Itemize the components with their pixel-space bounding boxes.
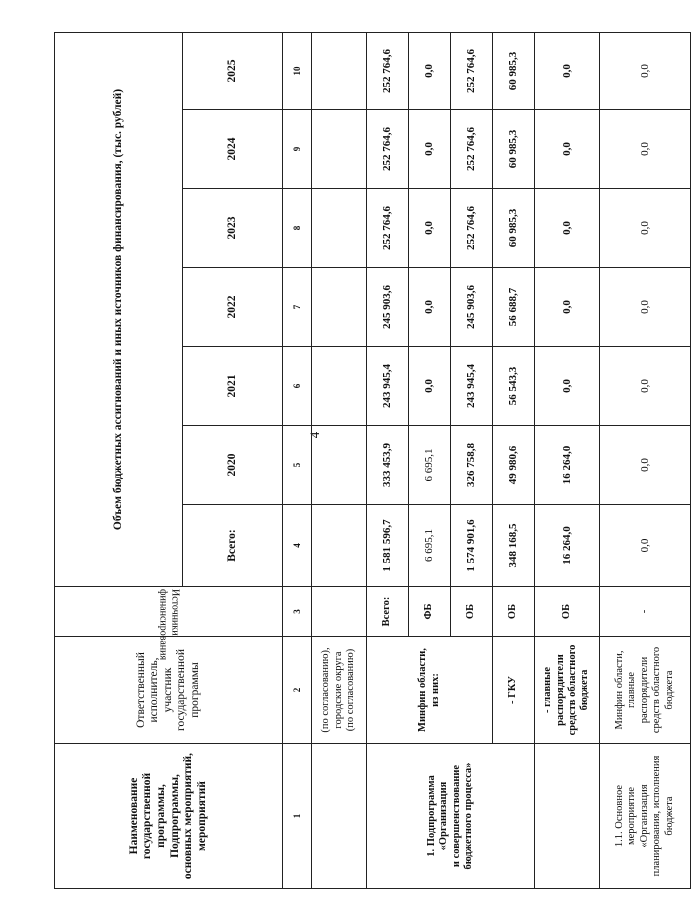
continuation-executor: (по согласованию), городские округа (по согласованию) [312,637,367,744]
funding-source: ОБ [535,587,600,637]
empty-cell [312,110,367,189]
value-cell: 56 543,3 [493,347,535,426]
measure-name: 1.1. Основное мероприятие «Организация планирования, исполнения бюджета [600,744,691,889]
budget-table [54,32,691,889]
value-cell: 6 695,1 [409,426,451,505]
value-cell: 56 688,7 [493,268,535,347]
value-cell: 16 264,0 [535,505,600,587]
value-cell: 0,0 [535,268,600,347]
value-cell: 0,0 [600,32,691,109]
header-funding-source: Источники финансирования [55,587,283,637]
header-year-2021: 2021 [183,347,283,426]
col-number: 10 [283,32,312,109]
col-number: 4 [283,505,312,587]
col-number: 3 [283,587,312,637]
value-cell: 333 453,9 [367,426,409,505]
value-cell: 0,0 [600,189,691,268]
value-cell: 0,0 [600,347,691,426]
col-number: 1 [283,744,312,889]
value-cell: 252 764,6 [451,189,493,268]
value-cell: 252 764,6 [367,110,409,189]
funding-source: Всего: [367,587,409,637]
rotated-table-container [54,33,675,889]
value-cell: 245 903,6 [451,268,493,347]
header-year-2020: 2020 [183,426,283,505]
value-cell: 1 574 901,6 [451,505,493,587]
column-number-row [283,32,312,888]
value-cell: 252 764,6 [367,32,409,109]
value-cell: 252 764,6 [451,110,493,189]
header-row-1 [55,32,183,888]
empty-cell [312,347,367,426]
value-cell: 16 264,0 [535,426,600,505]
continuation-row [312,32,367,888]
subprogram-name: 1. Подпрограмма «Организация и совершенствование бюджетного процесса» [367,744,535,889]
value-cell: 0,0 [409,32,451,109]
col-number: 9 [283,110,312,189]
empty-cell [312,268,367,347]
value-cell: 0,0 [535,347,600,426]
value-cell: 0,0 [600,426,691,505]
value-cell: 245 903,6 [367,268,409,347]
measure-executor: Минфин области, главные распорядители средств областного бюджета [600,637,691,744]
funding-source: ОБ [451,587,493,637]
value-cell: 0,0 [409,189,451,268]
value-cell: 0,0 [535,189,600,268]
header-year-2022: 2022 [183,268,283,347]
page-number: 4 [307,431,322,439]
value-cell: 6 695,1 [409,505,451,587]
header-executor: Ответственный исполнитель, участник государственной программы [55,637,283,744]
empty-cell [312,744,367,889]
value-cell: 1 581 596,7 [367,505,409,587]
minfin-label: Минфин области, из них: [367,637,493,744]
value-cell: 0,0 [600,110,691,189]
value-cell: 0,0 [409,268,451,347]
header-year-2023: 2023 [183,189,283,268]
empty-cell [312,505,367,587]
header-total: Всего: [183,505,283,587]
empty-cell [312,32,367,109]
funding-source: ФБ [409,587,451,637]
value-cell: 60 985,3 [493,189,535,268]
value-cell: 252 764,6 [367,189,409,268]
empty-cell [312,426,367,505]
header-year-2024: 2024 [183,110,283,189]
value-cell: 0,0 [409,110,451,189]
funding-source: - [600,587,691,637]
col-number: 2 [283,637,312,744]
value-cell: 243 945,4 [367,347,409,426]
gku-label: - ГКУ [493,637,535,744]
col-number: 5 [283,426,312,505]
measure-row [600,32,691,888]
subprogram-total-row [367,32,409,888]
value-cell: 0,0 [535,110,600,189]
empty-cell [312,189,367,268]
value-cell: 252 764,6 [451,32,493,109]
value-cell: 0,0 [600,268,691,347]
col-number: 6 [283,347,312,426]
value-cell: 243 945,4 [451,347,493,426]
value-cell: 60 985,3 [493,110,535,189]
col-number: 8 [283,189,312,268]
empty-cell [535,744,600,889]
value-cell: 0,0 [535,32,600,109]
header-year-2025: 2025 [183,32,283,109]
value-cell: 60 985,3 [493,32,535,109]
main-managers-row [535,32,600,888]
header-funding-title: Объем бюджетных ассигнований и иных источников финансирования, (тыс. рублей) [55,32,183,586]
value-cell: 0,0 [409,347,451,426]
empty-cell [312,587,367,637]
main-managers-label: - главные распорядители средств областного бюджета [535,637,600,744]
value-cell: 326 758,8 [451,426,493,505]
col-number: 7 [283,268,312,347]
value-cell: 348 168,5 [493,505,535,587]
value-cell: 49 980,6 [493,426,535,505]
funding-source: ОБ [493,587,535,637]
header-program-name: Наименование государственной программы, Подпрограммы, основных мероприятий, мероприятий [55,744,283,889]
value-cell: 0,0 [600,505,691,587]
